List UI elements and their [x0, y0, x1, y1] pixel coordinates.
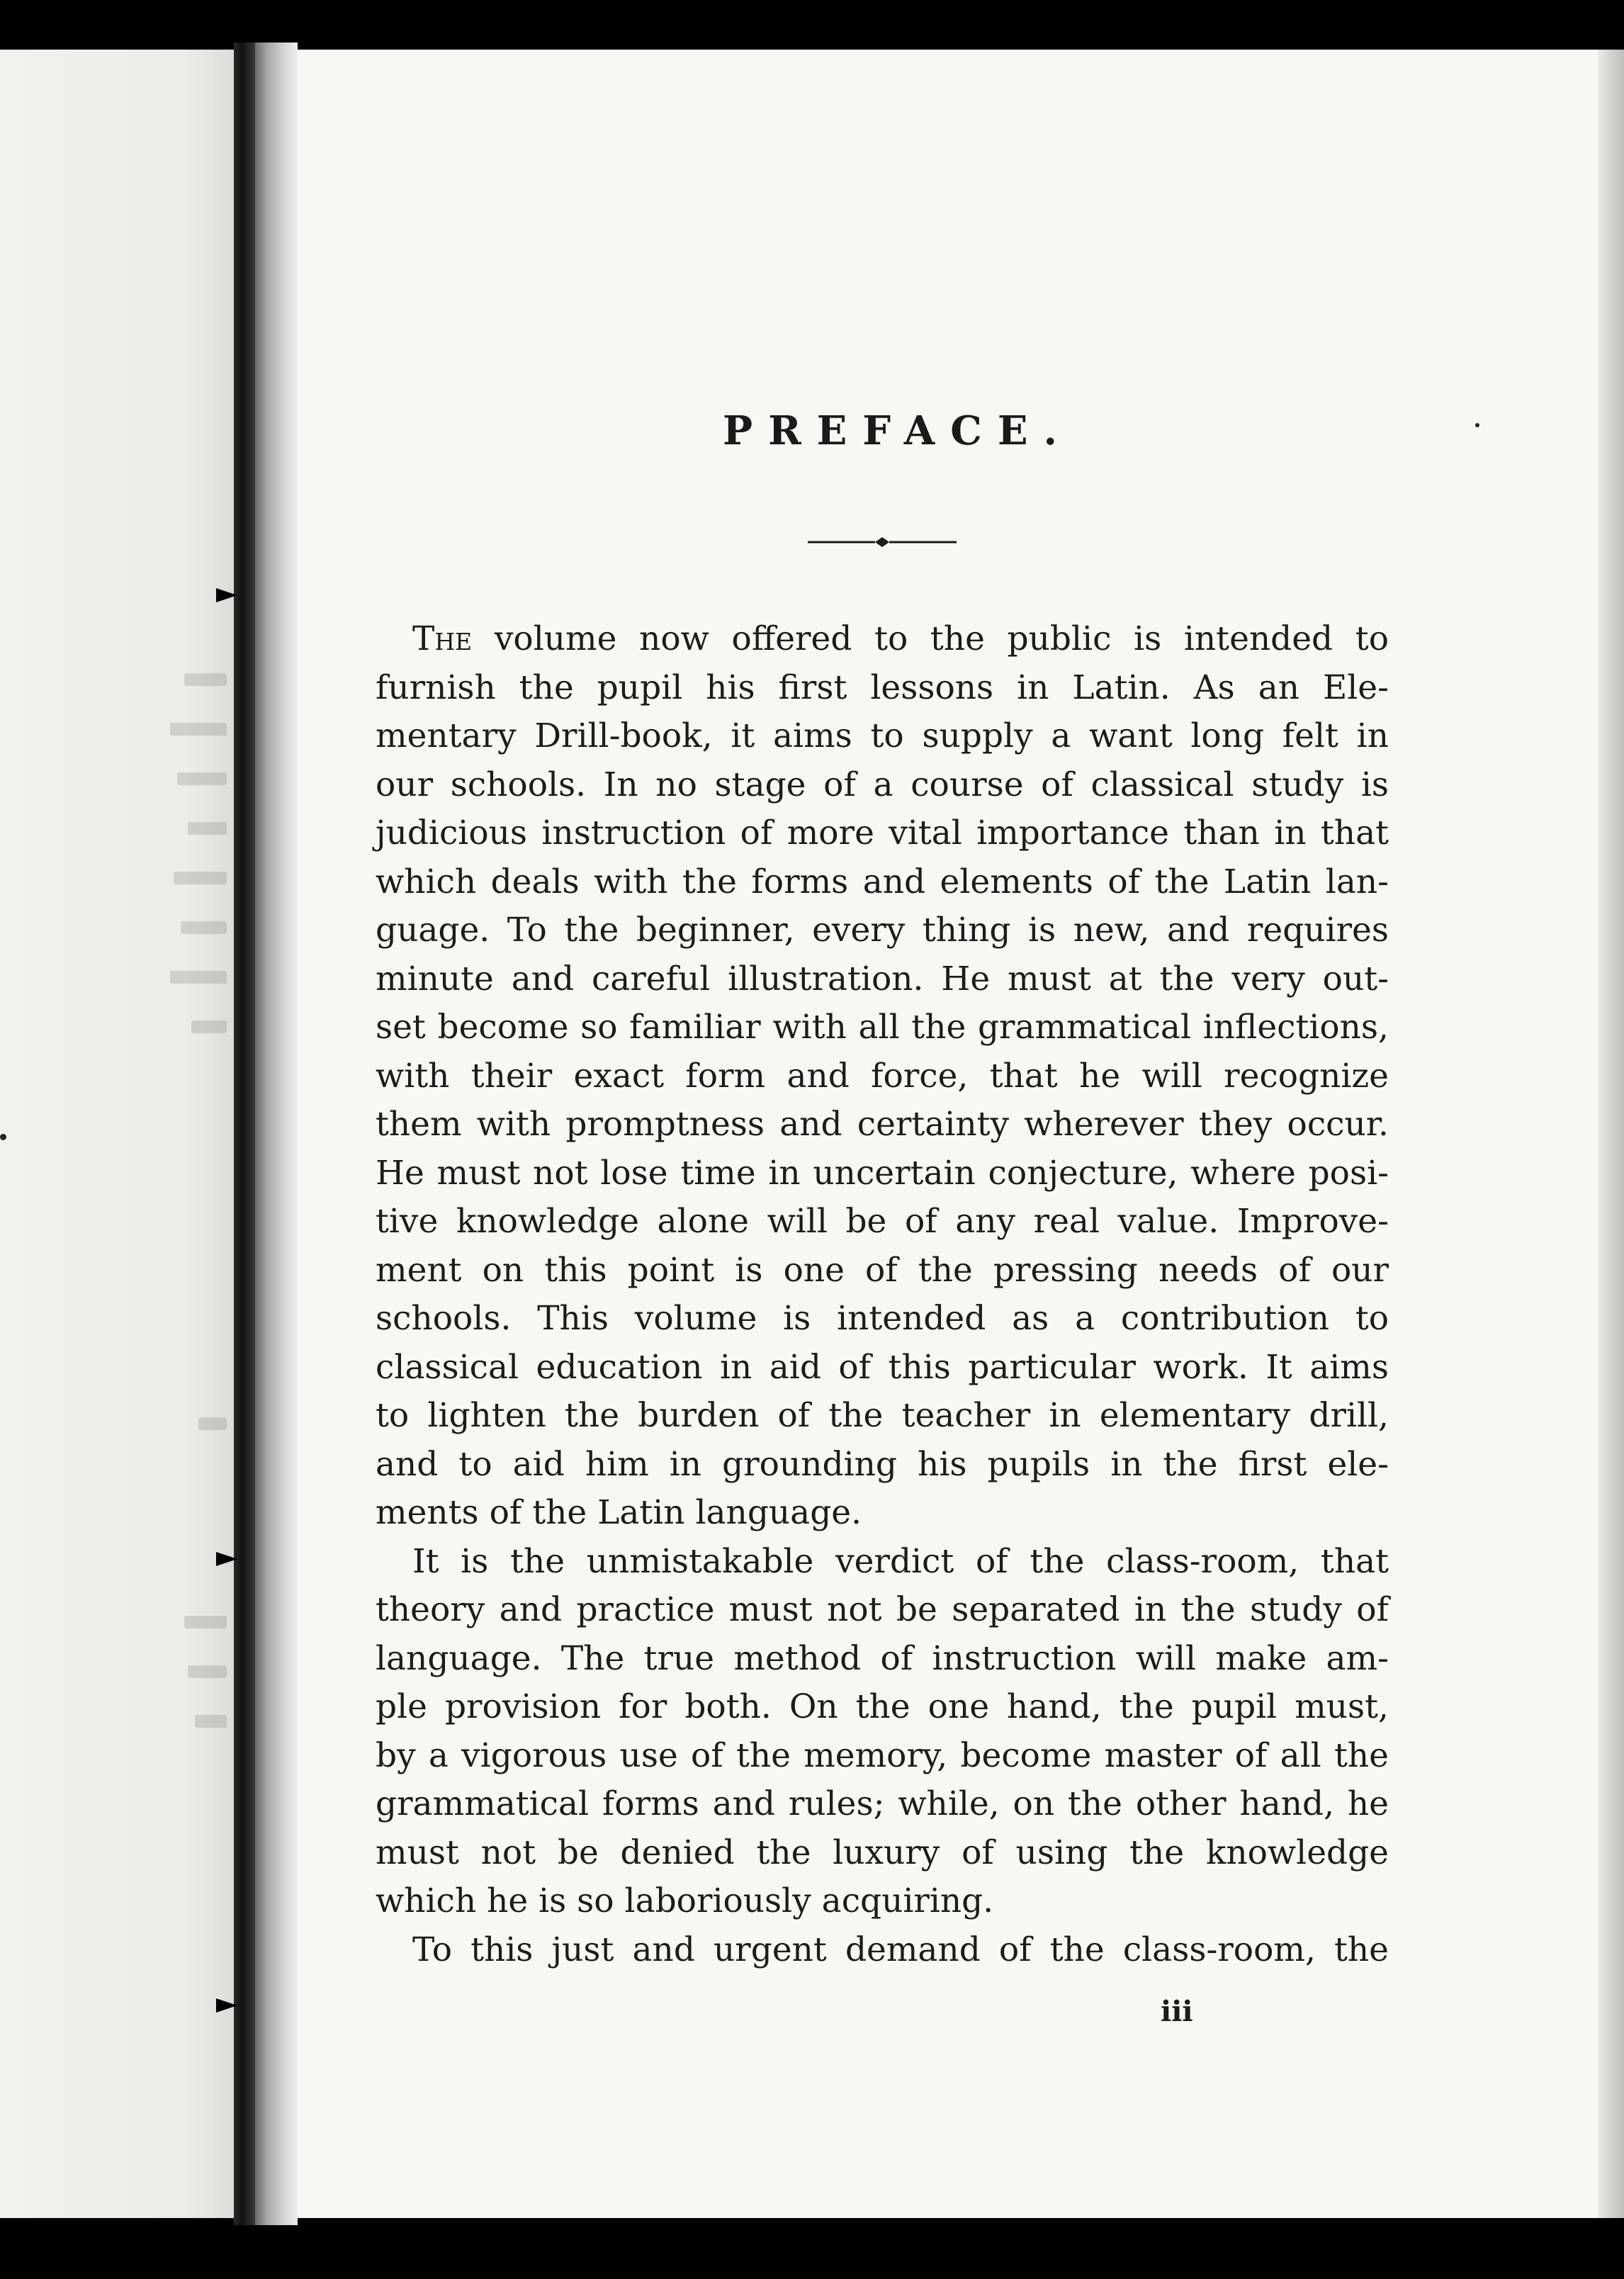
- ink-speck: [0, 1134, 6, 1140]
- bleed-mark: [181, 921, 227, 934]
- text-line: schools. This volume is intended as a contribution to: [376, 1299, 1389, 1338]
- facing-page-fragment: [0, 50, 234, 2218]
- text-line: ple provision for both. On the one hand, the pupil must,: [376, 1687, 1389, 1726]
- book-gutter: [234, 43, 255, 2225]
- text-line: and to aid him in grounding his pupils in the first ele-: [376, 1444, 1389, 1484]
- text-line: ment on this point is one of the pressing needs of our: [376, 1250, 1389, 1290]
- text-line: language. The true method of instruction will make am-: [376, 1638, 1389, 1678]
- text-line: to lighten the burden of the teacher in elementary drill,: [376, 1396, 1389, 1435]
- facing-page-bleed-through: [0, 50, 234, 2218]
- text-line: classical education in aid of this particular work. It aims: [376, 1347, 1389, 1387]
- bleed-mark: [191, 1020, 227, 1033]
- text-line: theory and practice must not be separated in the study of: [376, 1590, 1389, 1629]
- text-line: must not be denied the luxury of using the knowledge: [376, 1833, 1389, 1872]
- paragraph-3: [376, 1926, 1389, 1975]
- bleed-mark: [188, 822, 227, 835]
- bleed-mark: [184, 1616, 227, 1628]
- preface-body: [376, 615, 1389, 1974]
- text-line: them with promptness and certainty wherever they occur.: [376, 1105, 1389, 1144]
- bleed-mark: [170, 971, 227, 984]
- drop-word: The: [412, 619, 473, 658]
- text-line: which deals with the forms and elements of the Latin lan-: [376, 862, 1389, 901]
- text-line: It is the unmistakable verdict of the class-room, that: [412, 1541, 1389, 1581]
- text-line: with their exact form and force, that he will recognize: [376, 1056, 1389, 1096]
- text-line: minute and careful illustration. He must at the very out-: [376, 959, 1389, 998]
- text-line: He must not lose time in uncertain conjecture, where posi-: [376, 1153, 1389, 1193]
- page-number: iii: [1161, 1995, 1193, 2028]
- text-line: guage. To the beginner, every thing is new, and requires: [376, 911, 1389, 950]
- text-line: our schools. In no stage of a course of classical study is: [376, 765, 1389, 804]
- bleed-mark: [195, 1715, 227, 1728]
- text-line: To this just and urgent demand of the class-room, the: [412, 1930, 1389, 1969]
- text-line: The volume now offered to the public is intended to: [412, 619, 1389, 658]
- text-line: tive knowledge alone will be of any real value. Improve-: [376, 1202, 1389, 1241]
- text-line: set become so familiar with all the grammatical inflections,: [376, 1008, 1389, 1047]
- bleed-mark: [174, 872, 227, 884]
- text-line: ments of the Latin language.: [376, 1493, 862, 1532]
- paragraph-1: [376, 615, 1389, 1538]
- spine-shadow: [255, 43, 298, 2225]
- bleed-mark: [198, 1417, 227, 1430]
- text-line: which he is so laboriously acquiring.: [376, 1881, 994, 1920]
- paragraph-2: [376, 1538, 1389, 1926]
- text-line: furnish the pupil his first lessons in Latin. As an Ele-: [376, 668, 1389, 707]
- bleed-mark: [170, 723, 227, 736]
- ink-speck: [1475, 423, 1479, 427]
- bleed-mark: [184, 673, 227, 686]
- text-line: by a vigorous use of the memory, become master of all the: [376, 1735, 1389, 1775]
- page-edge: [1598, 50, 1624, 2218]
- bleed-mark: [177, 772, 227, 785]
- bleed-mark: [188, 1665, 227, 1678]
- ornamental-rule: [808, 531, 957, 553]
- preface-heading: PREFACE.: [723, 407, 1073, 454]
- text-line: judicious instruction of more vital importance than in that: [376, 814, 1389, 852]
- text-line: mentary Drill-book, it aims to supply a want long felt in: [376, 716, 1389, 755]
- text-line: grammatical forms and rules; while, on the other hand, he: [376, 1784, 1389, 1823]
